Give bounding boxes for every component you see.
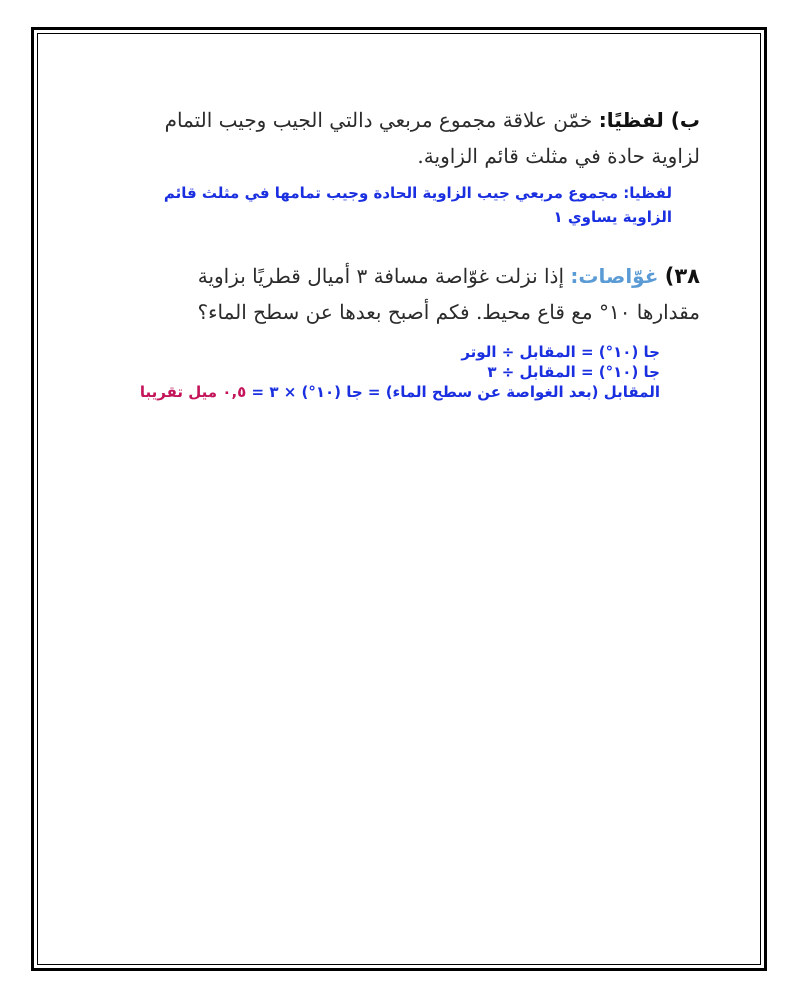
question-38: [140, 258, 700, 330]
answer-b-text: لفظيا: مجموع مربعي جيب الزاوية الحادة وجيب تمامها في مثلث قائم الزاوية يساوي ١: [163, 184, 672, 226]
question-b: [140, 102, 700, 174]
answer-38-result: ٠,٥ ميل تقريبا: [139, 383, 247, 401]
question-38-text: إذا نزلت غوّاصة مسافة ٣ أميال قطريًا بزاوية مقدارها ١٠° مع قاع محيط. فكم أصبح بعدها عن سطح الماء؟: [197, 264, 700, 324]
answer-38-line-3: [100, 382, 660, 402]
answer-38: [100, 342, 660, 402]
question-38-tag: غوّاصات:: [570, 264, 659, 288]
question-38-number: ٣٨): [664, 264, 700, 288]
answer-b: [127, 181, 672, 229]
question-b-label: ب) لفظيًا:: [598, 108, 700, 132]
answer-38-line-2: جا (١٠°) = المقابل ÷ ٣: [487, 363, 660, 381]
answer-38-line-3-main: المقابل (بعد الغواصة عن سطح الماء) = جا (١٠°) × ٣ =: [246, 383, 660, 401]
question-b-text: خمّن علاقة مجموع مربعي دالتي الجيب وجيب التمام لزاوية حادة في مثلث قائم الزاوية.: [164, 108, 700, 168]
answer-38-line-1: جا (١٠°) = المقابل ÷ الوتر: [461, 343, 660, 361]
